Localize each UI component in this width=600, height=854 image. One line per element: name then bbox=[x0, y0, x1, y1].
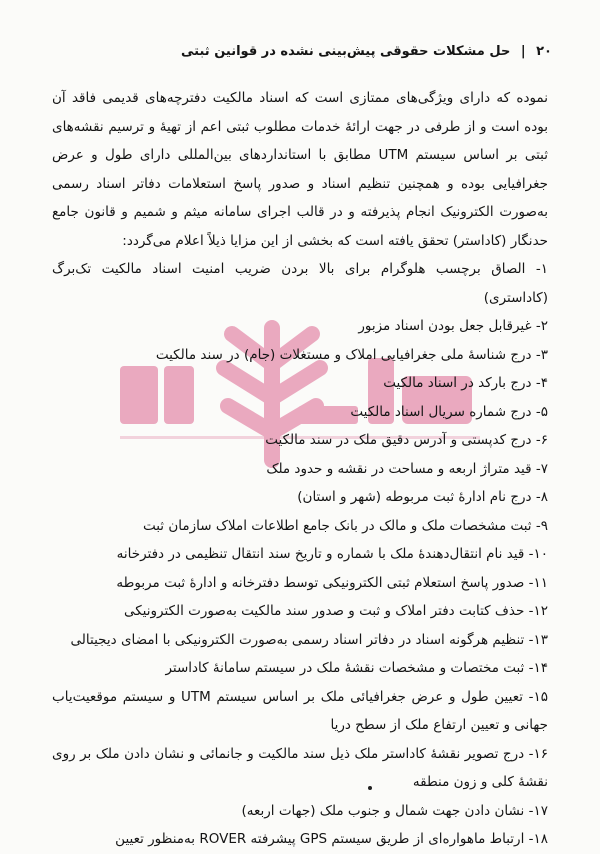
list-item: ۱۱- صدور پاسخ استعلام ثبتی الکترونیکی توسط دفترخانه و ادارهٔ ثبت مربوطه bbox=[116, 574, 548, 591]
list-item: ۱۲- حذف کتابت دفتر املاک و ثبت و صدور سند مالکیت به‌صورت الکترونیکی bbox=[123, 603, 548, 619]
main-text bbox=[52, 84, 548, 854]
intro-paragraph: نموده که دارای ویژگی‌های ممتازی است که اسناد مالکیت دفترچه‌های قدیمی فاقد آن بوده است و از طرفی در جهت ارائهٔ خدمات مطلوب ثبتی اعم از تهیهٔ و ترسیم نقشه‌های ثبتی بر اساس سیستم UTM مطابق با استانداردهای بین‌المللی دارای طول و عرض جغرافیایی بوده و همچنین تنظیم اسناد و صدور پاسخ استعلامات دفاتر اسناد رسمی به‌صورت الکترونیک انجام پذیرفته و در قالب اجرای سامانه میثم و شمیم و قانون جامع حدنگار (کاداستر) تحقق یافته است که بخشی از این مزایا ذیلاً اعلام می‌گردد: bbox=[52, 90, 549, 249]
list-item: ۱۴- ثبت مختصات و مشخصات نقشهٔ ملک در سیستم سامانهٔ کاداستر bbox=[165, 660, 548, 676]
list-item: ۱۵- تعیین طول و عرض جغرافیائی ملک بر اساس سیستم UTM و سیستم موقعیت‌یاب جهانی و تعیین ارتفاع ملک از سطح دریا bbox=[52, 688, 548, 733]
list-item: ۱۷- نشان دادن جهت شمال و جنوب ملک (جهات اربعه) bbox=[241, 802, 548, 819]
list-item: ۱۳- تنظیم هرگونه اسناد در دفاتر اسناد رسمی به‌صورت الکترونیکی با امضای دیجیتالی bbox=[70, 631, 548, 648]
list-item: ۹- ثبت مشخصات ملک و مالک در بانک جامع اطلاعات املاک سازمان ثبت bbox=[142, 517, 548, 534]
list-item: ۸- درج نام ادارهٔ ثبت مربوطه (شهر و استان) bbox=[297, 489, 548, 505]
header-title: حل مشکلات حقوقی پیش‌بینی نشده در قوانین ثبتی bbox=[181, 44, 511, 59]
list-item: ۱۸- ارتباط ماهواره‌ای از طریق سیستم GPS پیشرفته ROVER به‌منظور تعیین bbox=[115, 831, 548, 847]
header-separator: | bbox=[520, 44, 526, 59]
list-item: ۵- درج شماره سریال اسناد مالکیت bbox=[350, 403, 548, 420]
list-item: ۱۶- درج تصویر نقشهٔ کاداستر ملک ذیل سند مالکیت و جانمائی و نشان دادن ملک بر روی نقشهٔ کلی و زون منطقه bbox=[52, 745, 548, 790]
list-item: ۱۰- قید نام انتقال‌دهندهٔ ملک با شماره و تاریخ سند انتقال تنظیمی در دفترخانه bbox=[116, 546, 548, 562]
page-mark bbox=[368, 786, 372, 790]
page-number: ۲۰ bbox=[536, 44, 552, 59]
list-item: ۳- درج شناسهٔ ملی جغرافیایی املاک و مستغلات (جام) در سند مالکیت bbox=[155, 346, 548, 363]
list-item: ۲- غیرقابل جعل بودن اسناد مزبور bbox=[358, 318, 548, 334]
list-item: ۷- قید متراژ اربعه و مساحت در نقشه و حدود ملک bbox=[266, 460, 548, 477]
list-item: ۴- درج بارکد در اسناد مالکیت bbox=[383, 375, 548, 391]
running-header bbox=[48, 44, 552, 59]
list-item: ۱- الصاق برچسب هلوگرام برای بالا بردن ضریب امنیت اسناد مالکیت تک‌برگ (کاداستری) bbox=[52, 261, 548, 306]
list-item: ۶- درج کدپستی و آدرس دقیق ملک در سند مالکیت bbox=[265, 432, 548, 448]
